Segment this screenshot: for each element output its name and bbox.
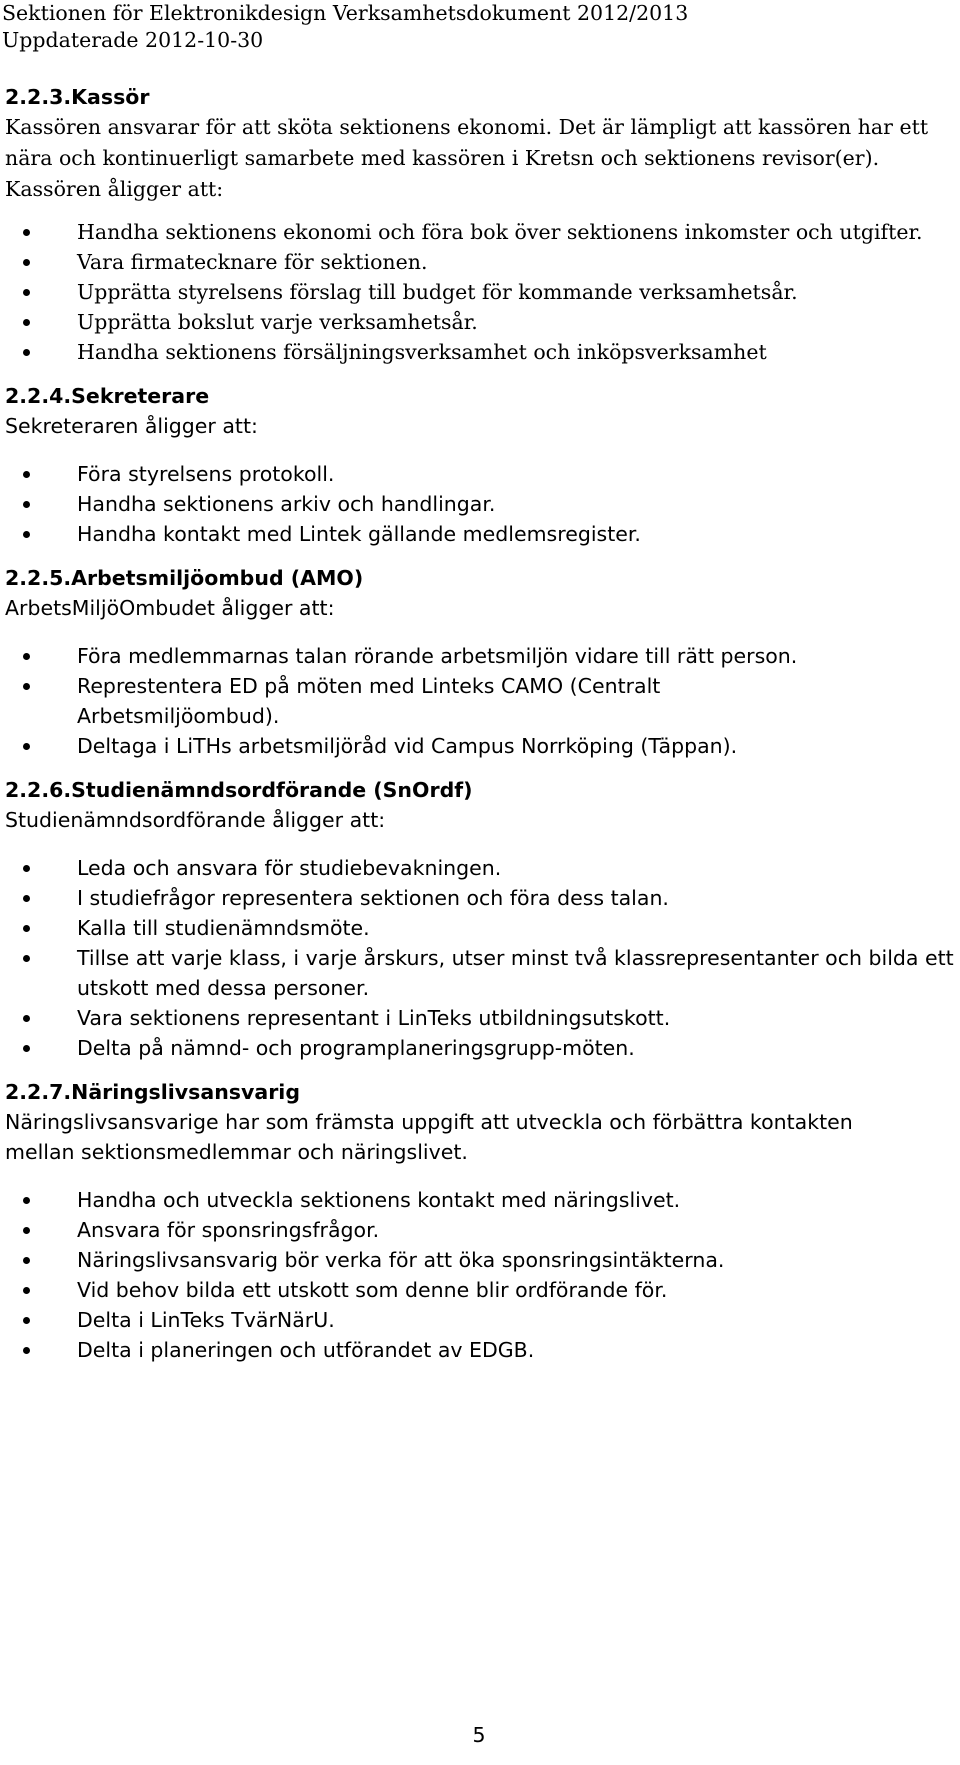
section-intro: Näringslivsansvarige har som främsta uppgift att utveckla och förbättra kontakten mellan sektionsmedlemmar och näringslivet. [5, 1110, 853, 1164]
section-number: 2.2.5. [5, 566, 72, 590]
list-item [5, 913, 955, 943]
section-title: Näringslivsansvarig [71, 1080, 301, 1104]
bullet-icon [23, 1347, 30, 1354]
list-item [5, 1335, 955, 1365]
list-item [5, 641, 805, 671]
list-item [5, 337, 955, 367]
bullet-icon [23, 531, 30, 538]
section-heading [5, 1077, 955, 1107]
list-item-text: Handha sektionens arkiv och handlingar. [77, 492, 496, 516]
bullet-icon [23, 471, 30, 478]
page-number [0, 1720, 960, 1750]
section-naringslivsansvarig [5, 1077, 955, 1365]
bullet-icon [23, 683, 30, 690]
bullet-icon [23, 1227, 30, 1234]
section-number: 2.2.6. [5, 778, 72, 802]
list-item [5, 489, 955, 519]
list-item-text: Vara sektionens representant i LinTeks utbildningsutskott. [77, 1006, 671, 1030]
list-item-text: Represtentera ED på möten med Linteks CAMO (Centralt Arbetsmiljöombud). [77, 674, 661, 728]
list-item [5, 217, 955, 247]
list-item-text: I studiefrågor representera sektionen och föra dess talan. [77, 886, 669, 910]
list-item [5, 1245, 955, 1275]
bullet-icon [23, 1287, 30, 1294]
section-number: 2.2.4. [5, 384, 72, 408]
list-item [5, 883, 955, 913]
list-item-text: Upprätta bokslut varje verksamhetsår. [77, 310, 478, 334]
section-heading [5, 82, 955, 112]
section-intro: Kassören ansvarar för att sköta sektionens ekonomi. Det är lämpligt att kassören har ett nära och kontinuerligt samarbete med kassören i Kretsn och sektionens revisor(er). Kassören åligger att: [5, 115, 929, 201]
bullet-icon [23, 653, 30, 660]
section-intro: ArbetsMiljöOmbudet åligger att: [5, 596, 335, 620]
list-item-text: Handha sektionens försäljningsverksamhet och inköpsverksamhet [77, 340, 767, 364]
bullet-list [5, 853, 955, 1063]
list-item-text: Upprätta styrelsens förslag till budget för kommande verksamhetsår. [77, 280, 798, 304]
list-item [5, 1033, 955, 1063]
list-item [5, 1215, 955, 1245]
page-header [2, 0, 688, 54]
bullet-icon [23, 743, 30, 750]
list-item [5, 247, 955, 277]
bullet-icon [23, 1045, 30, 1052]
list-item-text: Ansvara för sponsringsfrågor. [77, 1218, 380, 1242]
page-number-text: 5 [472, 1723, 486, 1747]
bullet-icon [23, 1257, 30, 1264]
header-title: Sektionen för Elektronikdesign Verksamhetsdokument 2012/2013 [2, 1, 689, 25]
list-item-text: Leda och ansvara för studiebevakningen. [77, 856, 502, 880]
list-item-text: Tillse att varje klass, i varje årskurs, utser minst två klassrepresentanter och bilda ett utskott med dessa personer. [77, 946, 954, 1000]
list-item-text: Deltaga i LiTHs arbetsmiljöråd vid Campus Norrköping (Täppan). [77, 734, 738, 758]
section-heading [5, 775, 955, 805]
list-item-text: Handha kontakt med Lintek gällande medlemsregister. [77, 522, 641, 546]
list-item [5, 1003, 955, 1033]
section-title: Studienämndsordförande (SnOrdf) [71, 778, 473, 802]
bullet-list [5, 1185, 955, 1365]
bullet-icon [23, 349, 30, 356]
list-item-text: Delta i LinTeks TvärNärU. [77, 1308, 335, 1332]
list-item [5, 853, 955, 883]
bullet-icon [23, 1015, 30, 1022]
bullet-icon [23, 289, 30, 296]
list-item-text: Föra styrelsens protokoll. [77, 462, 335, 486]
bullet-list [5, 217, 955, 367]
list-item [5, 1275, 955, 1305]
section-heading [5, 381, 955, 411]
list-item-text: Delta på nämnd- och programplaneringsgrupp-möten. [77, 1036, 635, 1060]
header-updated-date: Uppdaterade 2012-10-30 [2, 28, 264, 52]
section-number: 2.2.3. [5, 85, 72, 109]
section-intro: Sekreteraren åligger att: [5, 414, 258, 438]
bullet-icon [23, 229, 30, 236]
bullet-icon [23, 1197, 30, 1204]
list-item-text: Delta i planeringen och utförandet av EDGB. [77, 1338, 535, 1362]
bullet-icon [23, 955, 30, 962]
list-item [5, 277, 955, 307]
document-body [5, 82, 955, 1365]
list-item-text: Föra medlemmarnas talan rörande arbetsmiljön vidare till rätt person. [77, 644, 798, 668]
list-item [5, 459, 955, 489]
section-studienamndsordforande [5, 775, 955, 1063]
list-item-text: Vid behov bilda ett utskott som denne blir ordförande för. [77, 1278, 668, 1302]
list-item-text: Handha och utveckla sektionens kontakt med näringslivet. [77, 1188, 681, 1212]
bullet-icon [23, 259, 30, 266]
list-item [5, 519, 955, 549]
bullet-list [5, 459, 955, 549]
section-intro: Studienämndsordförande åligger att: [5, 808, 386, 832]
bullet-icon [23, 1317, 30, 1324]
section-sekreterare [5, 381, 955, 549]
list-item [5, 1185, 955, 1215]
list-item [5, 943, 955, 1003]
list-item [5, 731, 805, 761]
list-item [5, 1305, 955, 1335]
list-item-text: Kalla till studienämndsmöte. [77, 916, 370, 940]
list-item-text: Handha sektionens ekonomi och föra bok över sektionens inkomster och utgifter. [77, 220, 923, 244]
list-item-text: Vara firmatecknare för sektionen. [77, 250, 428, 274]
bullet-icon [23, 319, 30, 326]
bullet-icon [23, 865, 30, 872]
bullet-list [5, 641, 805, 761]
list-item [5, 307, 955, 337]
section-kassor [5, 82, 955, 367]
bullet-icon [23, 925, 30, 932]
section-number: 2.2.7. [5, 1080, 72, 1104]
section-title: Kassör [71, 85, 150, 109]
section-arbetsmiljoombud [5, 563, 955, 761]
section-title: Sekreterare [71, 384, 210, 408]
section-heading [5, 563, 955, 593]
bullet-icon [23, 501, 30, 508]
list-item [5, 671, 805, 731]
section-title: Arbetsmiljöombud (AMO) [71, 566, 364, 590]
list-item-text: Näringslivsansvarig bör verka för att öka sponsringsintäkterna. [77, 1248, 725, 1272]
bullet-icon [23, 895, 30, 902]
